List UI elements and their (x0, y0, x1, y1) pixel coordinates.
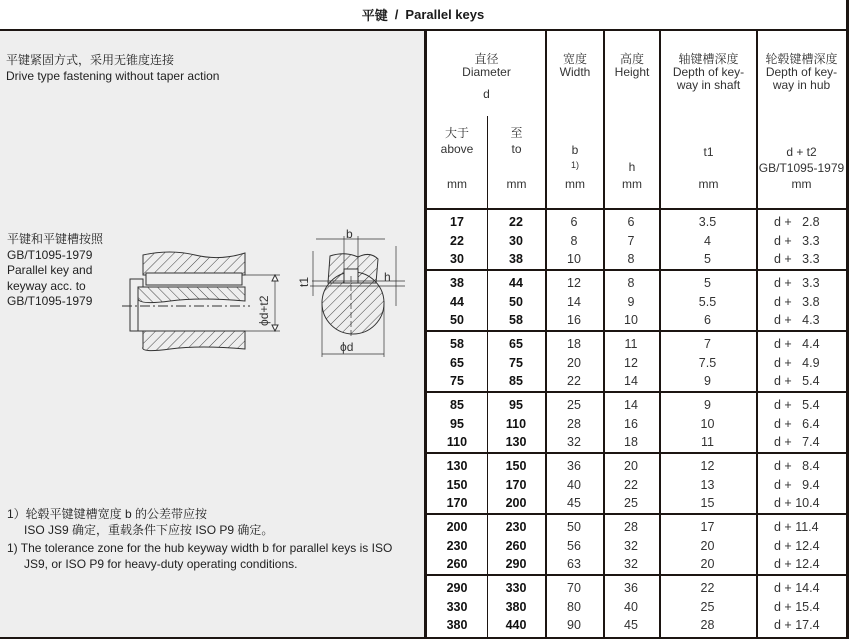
header-above-en: above (440, 142, 474, 156)
cell-to: 65 (509, 337, 523, 351)
cell-h: 18 (624, 435, 638, 449)
cell-hub: d + 11.4 (774, 520, 819, 534)
header-shaft-depth (660, 31, 757, 208)
cell-t1: 28 (700, 618, 715, 632)
title-en: Parallel keys (405, 7, 485, 22)
cell-to: 440 (505, 618, 527, 632)
table-row (427, 537, 846, 556)
cell-hub: d + 4.4 (774, 337, 820, 351)
cell-t1: 20 (700, 557, 715, 571)
dim-d-plus-t2: ϕd+t2 (257, 295, 271, 326)
header-height-symbol: h (628, 160, 636, 174)
cell-t1: 4 (704, 233, 711, 248)
cell-to: 290 (505, 557, 527, 571)
cell-above: 38 (450, 276, 464, 290)
cell-above: 290 (446, 581, 468, 595)
cell-h: 32 (624, 538, 638, 553)
cell-h: 8 (627, 252, 635, 266)
header-shaft-unit: mm (698, 177, 719, 191)
cell-b: 20 (567, 355, 581, 370)
cell-above: 65 (450, 355, 464, 370)
cell-h: 7 (627, 233, 635, 248)
cell-to: 110 (505, 416, 527, 431)
cell-t1: 17 (700, 520, 715, 534)
cell-h: 14 (624, 398, 638, 412)
cell-hub: d + 3.8 (774, 294, 820, 309)
cell-above: 200 (446, 520, 468, 534)
cell-h: 45 (624, 618, 638, 632)
header-width-cn: 宽度 (562, 52, 587, 66)
cell-b: 90 (567, 618, 581, 632)
cell-b: 10 (567, 252, 581, 266)
table-row (427, 518, 846, 537)
cell-b: 16 (567, 313, 581, 327)
table-row (427, 372, 846, 391)
header-to (487, 31, 546, 208)
cell-h: 12 (624, 355, 638, 370)
cell-to: 230 (505, 520, 527, 534)
cell-t1: 5.5 (698, 294, 717, 309)
table-row (427, 476, 846, 495)
cell-b: 12 (567, 276, 581, 290)
cell-t1: 15 (700, 496, 715, 510)
cell-b: 22 (567, 374, 581, 388)
cell-h: 16 (624, 416, 638, 431)
row-group (427, 330, 846, 391)
cell-h: 11 (624, 337, 638, 351)
cell-hub: d + 14.4 (774, 581, 820, 595)
cell-b: 14 (567, 294, 581, 309)
cell-hub: d + 7.4 (774, 435, 820, 449)
cell-above: 58 (450, 337, 464, 351)
header-hub-en1: Depth of key- (765, 65, 838, 79)
table-row (427, 274, 846, 293)
cell-b: 36 (567, 459, 581, 473)
caption-en-line2: keyway acc. to (7, 278, 86, 293)
cell-above: 17 (450, 215, 464, 229)
cell-h: 22 (624, 477, 638, 492)
cell-hub: d + 15.4 (774, 599, 820, 614)
header-height (604, 31, 660, 208)
cell-t1: 13 (700, 477, 715, 492)
cell-hub: d + 5.4 (774, 374, 820, 388)
cell-b: 45 (567, 496, 581, 510)
cell-above: 22 (450, 233, 464, 248)
cross-section (310, 236, 405, 357)
caption-standard: GB/T1095-1979 (7, 247, 93, 262)
table-row (427, 433, 846, 452)
header-hub-cn: 轮毂键槽深度 (765, 52, 838, 66)
cell-h: 10 (624, 313, 638, 327)
cell-h: 20 (624, 459, 638, 473)
cell-t1: 20 (700, 538, 715, 553)
cell-b: 40 (567, 477, 581, 492)
parallel-key-table (427, 31, 846, 637)
header-hub-depth (757, 31, 846, 208)
dim-h: h (384, 270, 391, 284)
cell-to: 170 (505, 477, 527, 492)
cell-b: 56 (567, 538, 581, 553)
cell-t1: 7.5 (698, 355, 717, 370)
table-row (427, 616, 846, 635)
description-panel (0, 31, 427, 637)
table-row (427, 213, 846, 232)
dim-t1: t1 (297, 276, 311, 287)
cell-hub: d + 9.4 (774, 477, 820, 492)
header-to-unit: mm (506, 177, 527, 191)
header-above-cn: 大于 (444, 126, 469, 140)
cell-above: 330 (446, 599, 468, 614)
cell-b: 8 (570, 233, 578, 248)
header-to-cn: 至 (510, 126, 523, 140)
header-shaft-en1: Depth of key- (672, 65, 745, 79)
intro-en: Drive type fastening without taper action (6, 69, 220, 83)
cell-to: 85 (509, 374, 523, 388)
title-cn: 平键 (361, 8, 388, 23)
cell-to: 95 (509, 398, 523, 412)
table-row (427, 250, 846, 269)
cell-to: 44 (509, 276, 523, 290)
cell-above: 44 (450, 294, 464, 309)
row-group (427, 269, 846, 330)
cell-h: 9 (627, 294, 635, 309)
caption-standard-2: GB/T1095-1979 (7, 294, 93, 308)
row-group (427, 452, 846, 513)
cell-h: 28 (624, 520, 638, 534)
cell-b: 6 (570, 215, 578, 229)
cell-above: 130 (446, 459, 468, 473)
cell-t1: 6 (704, 313, 711, 327)
cell-above: 380 (446, 618, 468, 632)
table-row (427, 335, 846, 354)
header-above (427, 31, 487, 208)
cell-hub: d + 17.4 (774, 618, 820, 632)
cell-b: 63 (567, 557, 581, 571)
cell-hub: d + 5.4 (774, 398, 820, 412)
header-diameter-symbol: d (483, 87, 490, 101)
table-row (427, 232, 846, 251)
cell-h: 6 (627, 215, 635, 229)
row-group (427, 208, 846, 269)
cell-t1: 5 (704, 276, 711, 290)
cell-h: 14 (624, 374, 638, 388)
footnote-cn-line1: 1）轮毂平键键槽宽度 b 的公差带应按 (7, 507, 208, 521)
cell-above: 170 (446, 496, 468, 510)
cell-t1: 25 (700, 599, 715, 614)
cell-to: 200 (505, 496, 527, 510)
header-height-cn: 高度 (619, 52, 644, 66)
cell-to: 75 (509, 355, 523, 370)
header-above-unit: mm (447, 177, 467, 191)
cell-t1: 5 (704, 252, 711, 266)
header-width-en: Width (559, 65, 591, 79)
table-row (427, 457, 846, 476)
table-row (427, 598, 846, 617)
cell-t1: 11 (701, 435, 714, 449)
footnote-en-line2: JS9, or ISO P9 for heavy-duty operating conditions. (24, 557, 298, 571)
cell-b: 32 (567, 435, 581, 449)
caption-en-line1: Parallel key and (7, 263, 93, 277)
header-width-symbol: b (571, 143, 579, 157)
diagram-caption (7, 232, 103, 310)
cell-t1: 10 (700, 416, 715, 431)
intro-text (6, 52, 219, 84)
table-row (427, 396, 846, 415)
cell-above: 110 (446, 435, 468, 449)
dim-b: b (346, 227, 353, 241)
cell-to: 150 (505, 459, 527, 473)
cell-above: 75 (450, 374, 464, 388)
cell-above: 230 (446, 538, 468, 553)
header-shaft-symbol: t1 (703, 145, 714, 159)
cell-hub: d + 3.3 (774, 233, 820, 248)
title-separator: / (394, 7, 399, 22)
header-diameter-en: Diameter (462, 65, 511, 79)
cell-to: 30 (509, 233, 523, 248)
cell-hub: d + 12.4 (774, 538, 820, 553)
cell-to: 50 (509, 294, 523, 309)
cell-above: 30 (450, 252, 464, 266)
cell-to: 260 (505, 538, 527, 553)
table-row (427, 311, 846, 330)
dim-d: ϕd (340, 340, 354, 354)
cell-to: 22 (509, 215, 523, 229)
cell-b: 70 (567, 581, 581, 595)
table-row (427, 415, 846, 434)
header-hub-standard: GB/T1095-1979 (758, 161, 845, 175)
cell-hub: d + 10.4 (774, 496, 820, 510)
header-to-en: to (511, 142, 522, 156)
header-diameter-cn: 直径 (474, 52, 499, 66)
row-group (427, 391, 846, 452)
cell-above: 95 (450, 416, 464, 431)
table-row (427, 354, 846, 373)
tolerance-footnote (7, 506, 392, 572)
header-hub-en2: way in hub (772, 78, 831, 92)
header-width (546, 31, 604, 208)
cell-h: 32 (624, 557, 638, 571)
cell-hub: d + 3.3 (774, 252, 820, 266)
cell-to: 38 (509, 252, 523, 266)
cell-above: 150 (446, 477, 468, 492)
cell-h: 8 (627, 276, 635, 290)
header-height-en: Height (614, 65, 650, 79)
cell-t1: 12 (700, 459, 715, 473)
cell-b: 80 (567, 599, 581, 614)
cell-to: 330 (505, 581, 527, 595)
cell-t1: 9 (704, 398, 711, 412)
cell-hub: d + 4.3 (774, 313, 820, 327)
header-height-unit: mm (622, 177, 642, 191)
table-row (427, 579, 846, 598)
cell-hub: d + 2.8 (774, 215, 820, 229)
cell-hub: d + 3.3 (774, 276, 820, 290)
table-row (427, 293, 846, 312)
cell-t1: 3.5 (698, 215, 717, 229)
header-shaft-en2: way in shaft (676, 78, 741, 92)
intro-cn: 平键紧固方式，采用无锥度连接 (6, 53, 175, 67)
footnote-cn-line2: ISO JS9 确定，重载条件下应按 ISO P9 确定。 (24, 523, 274, 537)
footnote-en-line1: 1) The tolerance zone for the hub keyway width b for parallel keys is ISO (7, 541, 393, 555)
row-group (427, 513, 846, 574)
cell-h: 36 (624, 581, 638, 595)
cell-t1: 9 (704, 374, 711, 388)
cell-b: 25 (567, 398, 581, 412)
cell-b: 28 (567, 416, 581, 431)
cell-h: 25 (624, 496, 638, 510)
cell-h: 40 (624, 599, 638, 614)
cell-t1: 22 (700, 581, 715, 595)
table-row (427, 494, 846, 513)
keyway-technical-drawing (120, 191, 420, 354)
page-title (0, 0, 846, 31)
cell-hub: d + 6.4 (774, 416, 820, 431)
cell-hub: d + 8.4 (774, 459, 820, 473)
cell-t1: 7 (704, 337, 711, 351)
cell-to: 58 (509, 313, 523, 327)
cell-to: 130 (505, 435, 527, 449)
cell-above: 260 (446, 557, 468, 571)
table-row (427, 555, 846, 574)
cell-b: 18 (567, 337, 581, 351)
cell-above: 50 (450, 313, 464, 327)
caption-cn: 平键和平键槽按照 (7, 232, 104, 246)
row-group (427, 574, 846, 635)
header-width-footnote-ref: 1) (570, 160, 579, 170)
header-hub-unit: mm (791, 177, 812, 191)
cell-b: 50 (567, 520, 581, 534)
header-shaft-cn: 轴键槽深度 (678, 52, 739, 66)
header-hub-symbol: d + t2 (786, 145, 817, 159)
cell-above: 85 (450, 398, 464, 412)
header-width-unit: mm (565, 177, 585, 191)
cell-hub: d + 4.9 (774, 355, 820, 370)
cell-hub: d + 12.4 (774, 557, 820, 571)
cell-to: 380 (505, 599, 527, 614)
